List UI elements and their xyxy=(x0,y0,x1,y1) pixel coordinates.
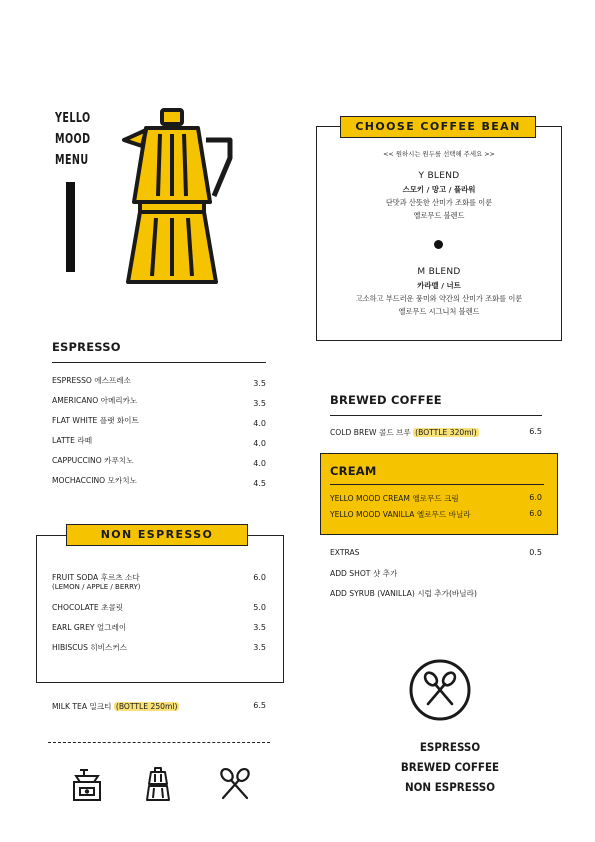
coffee-grinder-icon xyxy=(70,766,104,802)
bean-flavor-notes: 스모키 / 망고 / 플라워 xyxy=(402,185,476,194)
choose-bean-subtitle: << 원하시는 원두를 선택해 주세요 >> xyxy=(383,150,495,158)
menu-item-name: YELLO MOOD CREAM 옐로무드 크림 xyxy=(330,494,459,503)
brand-line-2: MOOD xyxy=(55,132,91,147)
menu-item-price: 3.5 xyxy=(253,379,266,388)
menu-item-name: YELLO MOOD VANILLA 옐로무드 바닐라 xyxy=(330,510,471,519)
extras-title: EXTRAS xyxy=(330,548,360,557)
bean-flavor-notes: 카라멜 / 너트 xyxy=(417,281,461,290)
menu-item-name: MILK TEA 밀크티 xyxy=(52,702,114,711)
menu-item-name: COLD BREW 콜드 브루 xyxy=(330,428,414,437)
milk-tea-item xyxy=(52,701,179,712)
bottle-size-highlight: (BOTTLE 320ml) xyxy=(415,428,477,437)
bean-name: Y BLEND xyxy=(418,171,460,181)
footer-category: ESPRESSO xyxy=(419,740,481,754)
brand-bar xyxy=(66,182,75,272)
menu-item-price: 6.0 xyxy=(529,493,542,502)
menu-item-name: EARL GREY 얼그레이 xyxy=(52,623,127,632)
menu-item-name: ESPRESSO 에스프레소 xyxy=(52,376,131,385)
menu-item-price: 6.0 xyxy=(253,573,266,582)
bean-m-blend xyxy=(316,266,562,318)
menu-item-name: LATTE 라떼 xyxy=(52,436,93,445)
brand-line-3: MENU xyxy=(55,153,89,168)
bean-description: 고소하고 부드러운 풍미와 약간의 산미가 조화를 이룬 xyxy=(355,294,523,303)
brewed-title: BREWED COFFEE xyxy=(330,393,442,407)
dashed-divider xyxy=(48,742,270,743)
menu-item-name: FRUIT SODA 후르츠 소다 xyxy=(52,573,140,582)
menu-item-price: 4.5 xyxy=(253,479,266,488)
extras-item: ADD SHOT 샷 추가 xyxy=(330,569,398,578)
cream-title: CREAM xyxy=(330,464,377,478)
menu-item-price: 4.0 xyxy=(253,419,266,428)
footer-category: NON ESPRESSO xyxy=(404,780,496,794)
menu-item-price: 3.5 xyxy=(253,643,266,652)
bean-description: 단맛과 산뜻한 산미가 조화를 이룬 xyxy=(385,198,493,207)
menu-item-price: 4.0 xyxy=(253,459,266,468)
menu-item-price: 6.5 xyxy=(253,701,266,710)
bean-description: 옐로무드 블렌드 xyxy=(413,211,465,220)
brewed-divider xyxy=(330,415,542,416)
menu-item-price: 5.0 xyxy=(253,603,266,612)
menu-item-name: CHOCOLATE 초콜릿 xyxy=(52,603,124,612)
menu-item-price: 6.0 xyxy=(529,509,542,518)
moka-pot-icon xyxy=(145,766,171,802)
bean-description: 옐로무드 시그니처 블렌드 xyxy=(398,307,480,316)
footer-categories xyxy=(390,737,510,797)
moka-pot-illustration-icon xyxy=(118,100,240,292)
menu-item-price: 3.5 xyxy=(253,623,266,632)
brand-line-1: YELLO xyxy=(55,111,91,126)
menu-item-price: 4.0 xyxy=(253,439,266,448)
crossed-spoons-icon xyxy=(218,766,252,802)
menu-item-name: MOCHACCINO 모카치노 xyxy=(52,476,137,485)
extras-price: 0.5 xyxy=(529,548,542,557)
bullet-dot xyxy=(434,240,443,249)
menu-item-name: HIBISCUS 히비스커스 xyxy=(52,643,127,652)
bean-y-blend xyxy=(316,170,562,222)
espresso-divider xyxy=(52,362,266,363)
non-espresso-title: NON ESPRESSO xyxy=(66,524,248,546)
cold-brew-item xyxy=(330,427,479,438)
spoons-badge-icon xyxy=(408,658,472,722)
espresso-title: ESPRESSO xyxy=(52,340,121,354)
bean-name: M BLEND xyxy=(417,267,461,277)
menu-item-options: (LEMON / APPLE / BERRY) xyxy=(52,583,141,591)
bottle-size-highlight: (BOTTLE 250ml) xyxy=(115,702,178,711)
menu-item-name: AMERICANO 아메리카노 xyxy=(52,396,138,405)
menu-item-name: CAPPUCCINO 카푸치노 xyxy=(52,456,134,465)
menu-item-name: FLAT WHITE 플랫 화이트 xyxy=(52,416,139,425)
choose-bean-title: CHOOSE COFFEE BEAN xyxy=(340,116,536,138)
footer-category: BREWED COFFEE xyxy=(400,760,500,774)
extras-item: ADD SYRUB (VANILLA) 시럽 추가(바닐라) xyxy=(330,589,477,598)
menu-item-price: 6.5 xyxy=(529,427,542,436)
brand-title xyxy=(55,108,91,171)
menu-item-price: 3.5 xyxy=(253,399,266,408)
cream-divider xyxy=(330,484,544,485)
